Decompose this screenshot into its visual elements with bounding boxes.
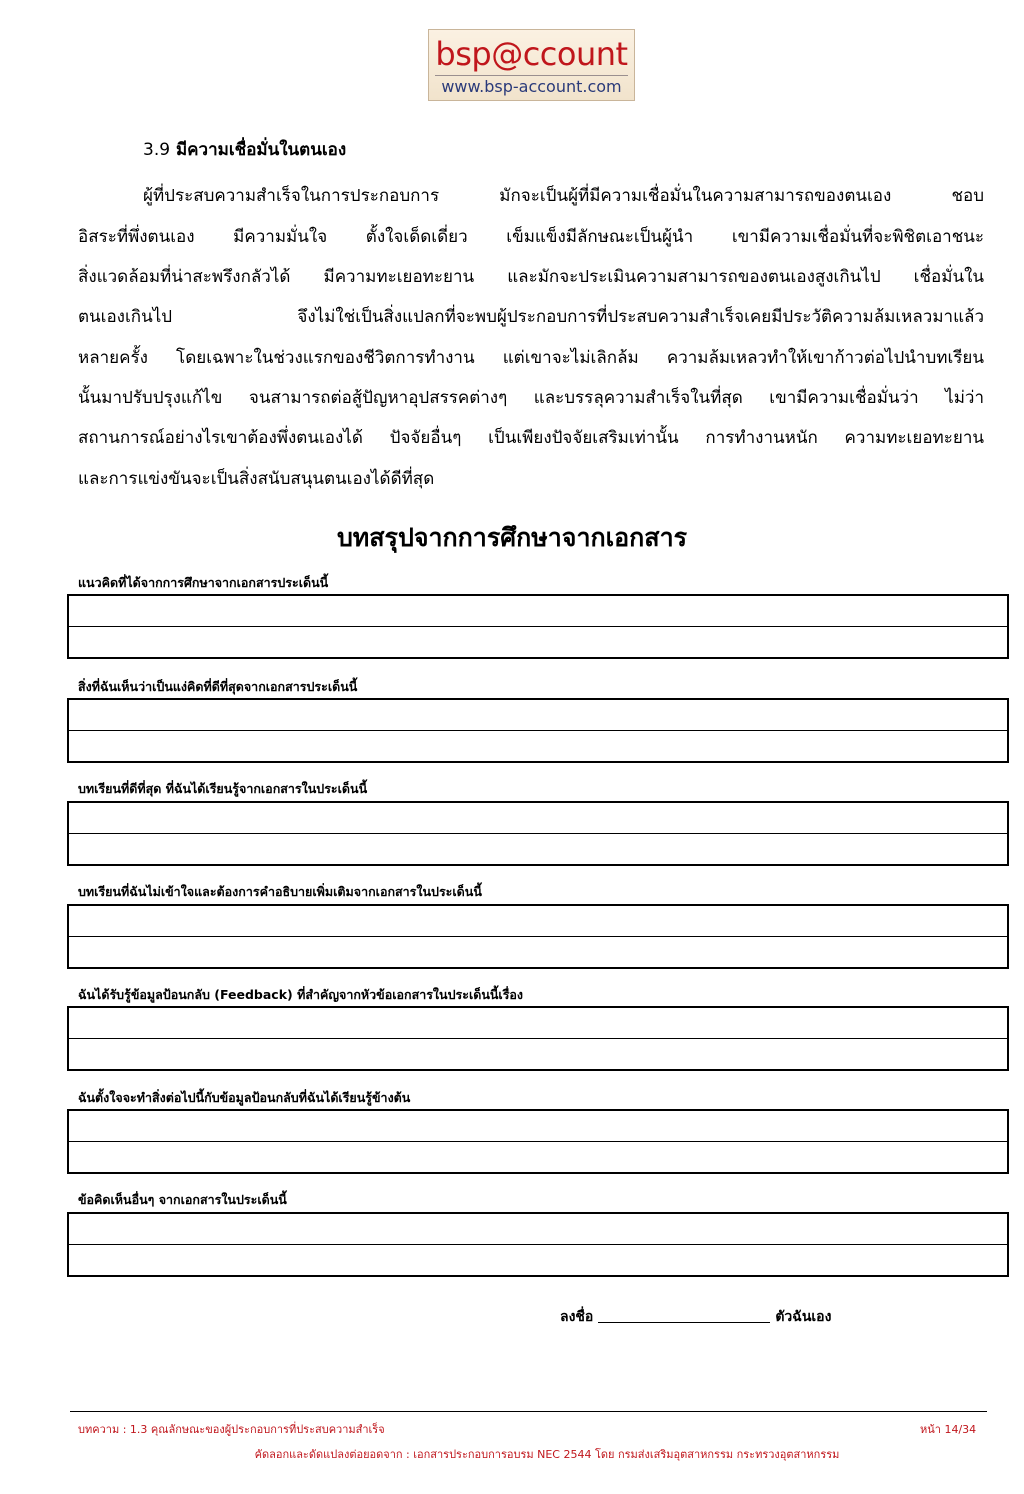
answer-divider — [69, 936, 1007, 937]
summary-prompt: ฉันได้รับรู้ข้อมูลป้อนกลับ (Feedback) ที่สำคัญจากหัวข้อเอกสารในประเด็นนี้เรื่อง — [78, 987, 524, 1002]
section-title: มีความเชื่อมั่นในตนเอง — [175, 140, 347, 160]
summary-prompt: ข้อคิดเห็นอื่นๆ จากเอกสารในประเด็นนี้ — [78, 1192, 287, 1207]
summary-prompt: บทเรียนที่ดีที่สุด ที่ฉันได้เรียนรู้จากเอกสารในประเด็นนี้ — [78, 781, 368, 796]
section-number: 3.9 — [143, 140, 171, 160]
answer-box[interactable] — [67, 801, 1009, 866]
answer-box[interactable] — [67, 1109, 1009, 1174]
paragraph-line: และการแข่งขันจะเป็นสิ่งสนับสนุนตนเองได้ดีที่สุด — [78, 469, 435, 489]
answer-box[interactable] — [67, 594, 1009, 659]
summary-title: บทสรุปจากการศึกษาจากเอกสาร — [336, 523, 688, 552]
paragraph-line: ผู้ที่ประสบความสำเร็จในการประกอบการ มักจะเป็นผู้ที่มีความเชื่อมั่นในความสามารถของตนเอง ชอบ — [143, 186, 984, 206]
footer-divider — [70, 1411, 987, 1412]
answer-divider — [69, 1141, 1007, 1142]
answer-box[interactable] — [67, 1212, 1009, 1277]
paragraph-line: ตนเองเกินไป จึงไม่ใช่เป็นสิ่งแปลกที่จะพบผู้ประกอบการที่ประสบความสำเร็จเคยมีประวัติความล้มเหลวมาแล้ว — [78, 307, 984, 327]
answer-divider — [69, 730, 1007, 731]
summary-prompt: สิ่งที่ฉันเห็นว่าเป็นแง่คิดที่ดีที่สุดจากเอกสารประเด็นนี้ — [78, 679, 358, 694]
answer-divider — [69, 1244, 1007, 1245]
section-heading — [143, 136, 346, 163]
logo-wordmark: bsp@ccount — [435, 35, 628, 73]
signature-blank[interactable] — [598, 1322, 770, 1323]
answer-box[interactable] — [67, 698, 1009, 763]
paragraph-line: นั้นมาปรับปรุงแก้ไข จนสามารถต่อสู้ปัญหาอุปสรรคต่างๆ และบรรลุความสำเร็จในที่สุด เขามีความเชื่อมั่นว่า ไม่ว่า — [78, 388, 984, 408]
footer-page-number: หน้า 14/34 — [920, 1423, 977, 1436]
paragraph-line: อิสระที่พึ่งตนเอง มีความมั่นใจ ตั้งใจเด็ดเดี่ยว เข็มแข็งมีลักษณะเป็นผู้นำ เขามีความเชื่อมั่นที่จะพิชิตเอาชนะ — [78, 227, 984, 247]
logo — [428, 29, 635, 101]
paragraph-line: สิ่งแวดล้อมที่น่าสะพรึงกลัวได้ มีความทะเยอทะยาน และมักจะประเมินความสามารถของตนเองสูงเกินไป เชื่อมั่นใน — [78, 267, 984, 287]
footer-source: คัดลอกและดัดแปลงต่อยอดจาก : เอกสารประกอบการอบรม NEC 2544 โดย กรมส่งเสริมอุตสาหกรรม กระทรวงอุตสาหกรรม — [254, 1448, 840, 1461]
signature-suffix: ตัวฉันเอง — [775, 1309, 832, 1325]
answer-box[interactable] — [67, 1006, 1009, 1071]
answer-box[interactable] — [67, 904, 1009, 969]
summary-prompt: แนวคิดที่ได้จากการศึกษาจากเอกสารประเด็นนี้ — [78, 575, 329, 590]
summary-prompt: บทเรียนที่ฉันไม่เข้าใจและต้องการคำอธิบายเพิ่มเติมจากเอกสารในประเด็นนี้ — [78, 884, 482, 899]
signature-line — [560, 1306, 831, 1328]
paragraph-line: หลายครั้ง โดยเฉพาะในช่วงแรกของชีวิตการทำงาน แต่เขาจะไม่เลิกล้ม ความล้มเหลวทำให้เขาก้าวต่อไปนำบทเรียน — [78, 348, 984, 368]
footer-article: บทความ : 1.3 คุณลักษณะของผู้ประกอบการที่ประสบความสำเร็จ — [78, 1423, 385, 1436]
logo-url: www.bsp-account.com — [441, 77, 622, 96]
answer-divider — [69, 626, 1007, 627]
paragraph-line: สถานการณ์อย่างไรเขาต้องพึ่งตนเองได้ ปัจจัยอื่นๆ เป็นเพียงปัจจัยเสริมเท่านั้น การทำงานหนัก ความทะเยอทะยาน — [78, 428, 984, 448]
summary-prompt: ฉันตั้งใจจะทำสิ่งต่อไปนี้กับข้อมูลป้อนกลับที่ฉันได้เรียนรู้ข้างต้น — [78, 1090, 411, 1105]
signature-prefix: ลงชื่อ — [560, 1309, 594, 1325]
answer-divider — [69, 1038, 1007, 1039]
answer-divider — [69, 833, 1007, 834]
